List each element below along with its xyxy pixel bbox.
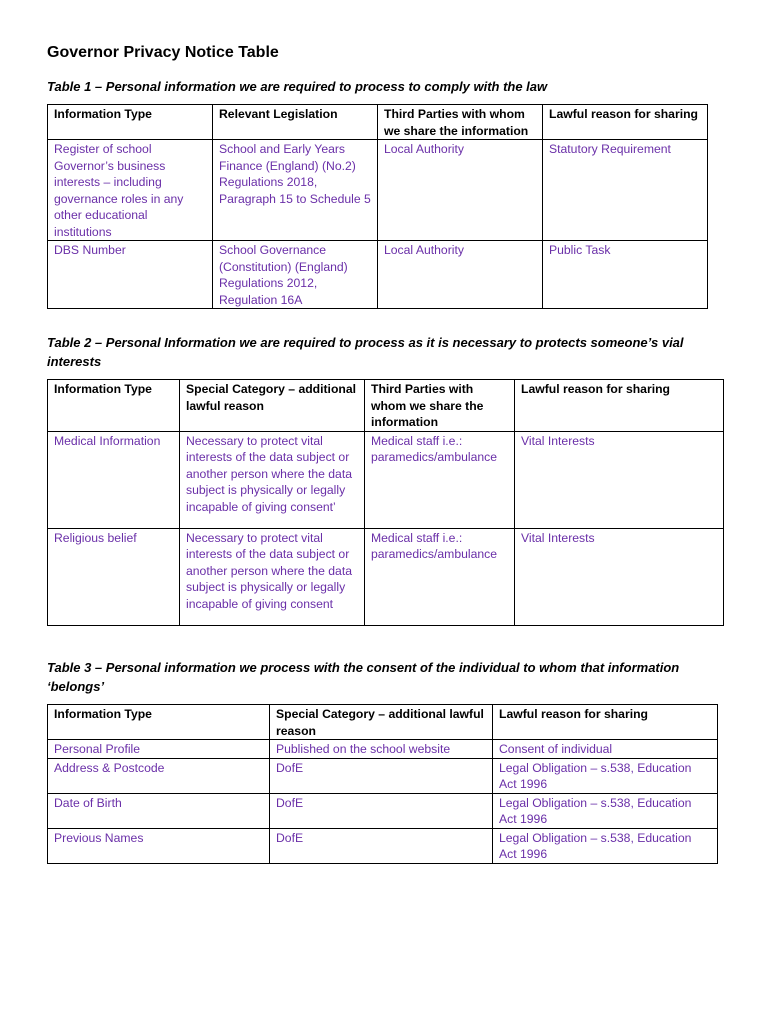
table-cell: Published on the school website [270,740,493,759]
table2-caption: Table 2 – Personal Information we are required to process as it is necessary to protects someone’s vial interests [47,335,684,369]
table-header-cell: Lawful reason for sharing [515,380,724,432]
table-header-cell: Information Type [48,105,213,140]
table-row [48,793,718,828]
table-row [48,431,724,528]
table-cell: Necessary to protect vital interests of the data subject or another person where the data subject is physically or legally incapable of giving consent’ [180,431,365,528]
table-header-row [48,105,708,140]
table-cell: Local Authority [378,140,543,241]
table-row [48,140,708,241]
table2 [47,379,724,626]
table-cell: Date of Birth [48,793,270,828]
table-row [48,740,718,759]
table-cell: Necessary to protect vital interests of the data subject or another person where the data subject is physically or legally incapable of giving consent [180,528,365,625]
table-cell: DofE [270,758,493,793]
table-row [48,758,718,793]
table-cell: Statutory Requirement [543,140,708,241]
table-cell: Personal Profile [48,740,270,759]
table-cell: Address & Postcode [48,758,270,793]
page-title: Governor Privacy Notice Table [47,44,279,61]
table-header-cell: Third Parties with whom we share the information [365,380,515,432]
table-row [48,528,724,625]
table-header-row [48,705,718,740]
table-row [48,241,708,309]
table-cell: Local Authority [378,241,543,309]
table-header-cell: Lawful reason for sharing [543,105,708,140]
table-cell: Vital Interests [515,431,724,528]
table-cell: Public Task [543,241,708,309]
table-cell: Vital Interests [515,528,724,625]
table-cell: School and Early Years Finance (England) (No.2) Regulations 2018, Paragraph 15 to Schedule 5 [213,140,378,241]
table-header-cell: Special Category – additional lawful reason [180,380,365,432]
table1 [47,104,708,309]
table-cell: Legal Obligation – s.538, Education Act 1996 [493,758,718,793]
table-cell: School Governance (Constitution) (England) Regulations 2012, Regulation 16A [213,241,378,309]
table-cell: Previous Names [48,828,270,863]
table-cell: Consent of individual [493,740,718,759]
table3 [47,704,718,864]
table-cell: Medical staff i.e.: paramedics/ambulance [365,431,515,528]
table-header-row [48,380,724,432]
table-cell: Legal Obligation – s.538, Education Act 1996 [493,828,718,863]
table-cell: DofE [270,828,493,863]
table1-caption: Table 1 – Personal information we are required to process to comply with the law [47,79,548,94]
table-cell: Medical Information [48,431,180,528]
table3-caption: Table 3 – Personal information we process with the consent of the individual to whom that information ‘belongs’ [47,660,680,694]
table-cell: Medical staff i.e.: paramedics/ambulance [365,528,515,625]
table-cell: Register of school Governor’s business interests – including governance roles in any other educational institutions [48,140,213,241]
table-header-cell: Third Parties with whom we share the information [378,105,543,140]
table-header-cell: Information Type [48,380,180,432]
table-header-cell: Information Type [48,705,270,740]
table-cell: DBS Number [48,241,213,309]
table-cell: Legal Obligation – s.538, Education Act 1996 [493,793,718,828]
table-header-cell: Relevant Legislation [213,105,378,140]
table-row [48,828,718,863]
table-cell: DofE [270,793,493,828]
table-header-cell: Special Category – additional lawful reason [270,705,493,740]
table-header-cell: Lawful reason for sharing [493,705,718,740]
table-cell: Religious belief [48,528,180,625]
